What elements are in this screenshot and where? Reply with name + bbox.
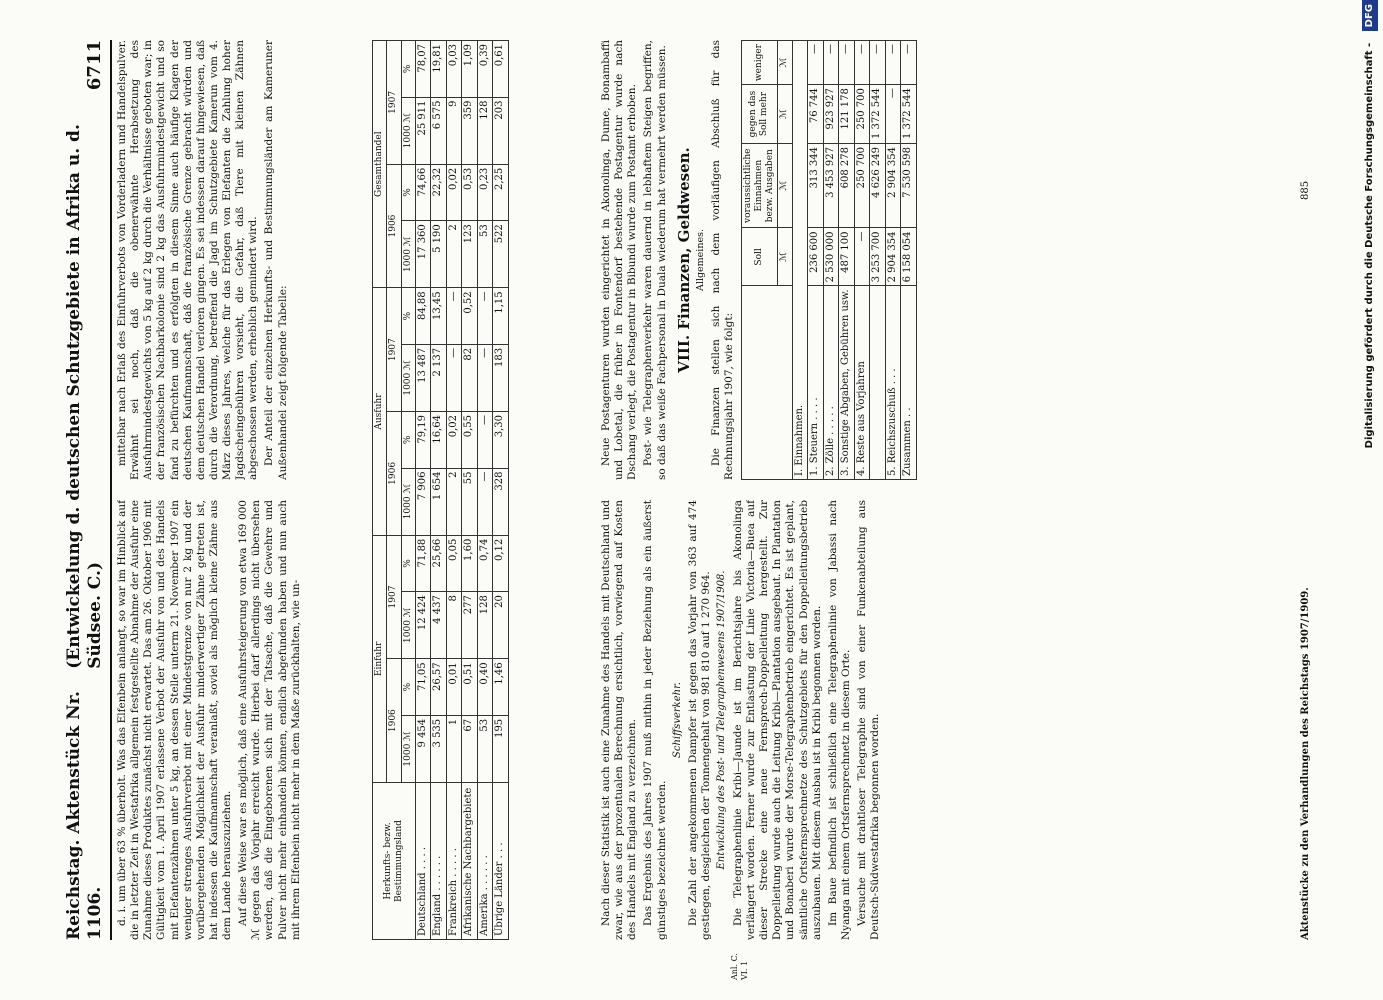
table-cell: 0,39 (477, 41, 493, 98)
table-cell: 3 253 700 (870, 228, 886, 286)
table-cell: 9 454 (415, 715, 431, 782)
table-cell: 1,60 (462, 535, 478, 591)
table-cell: — (870, 41, 886, 85)
table-cell: — (901, 41, 917, 85)
table-cell: 16,64 (431, 412, 447, 468)
finance-head-blank (741, 286, 792, 480)
table-cell: 71,88 (415, 535, 431, 591)
table-cell: 0,02 (446, 412, 462, 468)
table-cell: 2,25 (493, 164, 509, 220)
table-cell: 0,05 (446, 535, 462, 591)
table-cell: 0,52 (462, 288, 478, 344)
table-cell: 203 (493, 97, 509, 164)
paragraph: Im Baue befindlich ist schließlich eine Telegraphenlinie von Jabassi nach Nyanga mit einem Ortsfernsprechnetz in diesem Orte. (826, 500, 852, 940)
table-cell: — (885, 85, 901, 144)
pct-head: % (401, 535, 415, 591)
table-cell: 1,09 (462, 41, 478, 98)
table-cell: 55 (462, 468, 478, 535)
table-row (493, 41, 509, 940)
table-cell: 74,66 (415, 164, 431, 220)
finance-section-label: I. Einnahmen. (792, 41, 808, 480)
unit-head: 1000 ℳ (401, 97, 415, 164)
table-cell: — (477, 288, 493, 344)
paragraph: Versuche mit drahtloser Telegraphie sind von einer Funkenabteilung aus Deutsch-Südwestafrika begonnen worden. (856, 500, 882, 940)
table-cell: 522 (493, 221, 509, 288)
table-cell: 2 137 (431, 344, 447, 411)
paragraph: Die Finanzen stellen sich nach dem vorläufigen Abschluß für das Rechnungsjahr 1907, wie folgt: (710, 40, 736, 480)
table-cell: — (446, 288, 462, 344)
column-right-bottom (600, 40, 1300, 480)
table-cell: 0,01 (446, 659, 462, 715)
row-label: 5. Reichszuschuß . . . (885, 286, 901, 480)
row-label: Zusammen . . (901, 286, 917, 480)
margin-note: Anl. C. VI. 1 (730, 953, 749, 980)
table-cell: 236 600 (808, 228, 824, 286)
unit: ℳ (778, 85, 792, 144)
table-cell: 3 453 927 (823, 144, 839, 228)
header-page-number: 6711 (83, 40, 105, 91)
finance-col-soll: Soll (741, 228, 778, 286)
table-row (823, 41, 839, 480)
table-cell: 277 (462, 592, 478, 659)
column-right-top (116, 40, 366, 480)
table-cell: 123 (462, 221, 478, 288)
side-credit-strip (1359, 0, 1381, 1000)
table-cell: 6 575 (431, 97, 447, 164)
table-cell: 7 530 598 (901, 144, 917, 228)
table-cell: — (885, 41, 901, 85)
table-cell: 183 (493, 344, 509, 411)
row-label: Übrige Länder . . . (493, 783, 509, 940)
table-cell: 121 178 (839, 85, 855, 144)
row-label: Amerika . . . . . . (477, 783, 493, 940)
table-cell: — (477, 468, 493, 535)
unit: ℳ (778, 41, 792, 85)
group-head: Einfuhr (373, 535, 387, 782)
col-head-land: Herkunfts- bezw. Bestimmungsland (373, 783, 416, 940)
table-cell: 26,57 (431, 659, 447, 715)
table-cell: 6 158 054 (901, 228, 917, 286)
table-cell: 12 424 (415, 592, 431, 659)
paragraph: Das Ergebnis des Jahres 1907 muß mithin in jeder Beziehung als ein äußerst günstiges bezeichnet werden. (642, 500, 668, 940)
paragraph: d. i. um über 63 % überholt. Was das Elfenbein anlangt, so war im Hinblick auf die in letzter Zeit in Westafrika allgemein festgestellte Abnahme der Ausfuhr eine Zunahme dieses Produktes zunächst nicht erwartet. Das am 26. Oktober 1906 mit Gültigkeit vom 1. April 1907 erlassene Verbot der Ausfuhr von und des Handels mit Elefantenzähnen unter 5 kg, an dessen Stelle unterm 21. November 1907 ein weniger strenges Ausfuhrverbot mit einer Mindestgrenze von nur 2 kg und der vorübergehenden Möglichkeit der Ausfuhr minderwertiger Zähne getreten ist, hat indessen die Kaufmannschaft veranlaßt, soviel als möglich kleine Zähne aus dem Lande herauszuziehen. (116, 500, 233, 940)
column-left-top (116, 500, 366, 940)
table-cell: — (823, 41, 839, 85)
group-head: Gesamthandel (373, 41, 387, 288)
paragraph: Der Anteil der einzelnen Herkunfts- und Bestimmungsländer am Kameruner Außenhandel zeigt folgende Tabelle: (263, 40, 289, 480)
finance-col-weniger: weniger (741, 41, 778, 85)
table-row (477, 41, 493, 940)
side-credit-text: Digitalisierung gefördert durch die Deutsche Forschungsgemeinschaft - (1364, 42, 1375, 449)
row-label: Deutschland . . . . (415, 783, 431, 940)
table-cell: 7 906 (415, 468, 431, 535)
table-cell: 25 911 (415, 97, 431, 164)
table-cell: 3,30 (493, 412, 509, 468)
table-cell: 0,51 (462, 659, 478, 715)
unit-head: 1000 ℳ (401, 592, 415, 659)
table-cell: 0,40 (477, 659, 493, 715)
table-cell: 19,81 (431, 41, 447, 98)
unit-head: 1000 ℳ (401, 715, 415, 782)
pct-head: % (401, 659, 415, 715)
table-cell: — (477, 344, 493, 411)
pct-head: % (401, 41, 415, 98)
table-cell: 82 (462, 344, 478, 411)
heading-post: Entwicklung des Post- und Telegraphenwesens 1907/1908. (716, 570, 728, 870)
year-head: 1907 (387, 41, 401, 165)
page-footer: Aktenstücke zu den Verhandlungen des Reichstags 1907/1909. (1300, 587, 1311, 940)
table-cell: 8 (446, 592, 462, 659)
table-cell: 2 530 000 (823, 228, 839, 286)
table-cell: 2 904 354 (885, 144, 901, 228)
table-cell: 1 (446, 715, 462, 782)
table-cell: 0,61 (493, 41, 509, 98)
table-cell: 13 487 (415, 344, 431, 411)
table-cell: 4 437 (431, 592, 447, 659)
paragraph: Die Zahl der angekommenen Dampfer ist gegen das Vorjahr von 363 auf 474 gestiegen, desgleichen der Tonnengehalt von 981 810 auf 1 270 964. (687, 500, 713, 940)
finance-col-mehr: gegen das Soll mehr (741, 85, 778, 144)
row-label: 1. Steuern . . . . (808, 286, 824, 480)
table-cell: 9 (446, 97, 462, 164)
table-row (901, 41, 917, 480)
table-cell: — (446, 344, 462, 411)
row-label: 2. Zölle . . . . . (823, 286, 839, 480)
row-label: Afrikanische Nachbargebiete (462, 783, 478, 940)
table-row (446, 41, 462, 940)
table-cell: 4 626 249 (870, 144, 886, 228)
table-row (462, 41, 478, 940)
table-cell: 0,03 (446, 41, 462, 98)
table-cell: 328 (493, 468, 509, 535)
table-cell: 78,07 (415, 41, 431, 98)
row-label: Frankreich . . . . . (446, 783, 462, 940)
table-cell: 67 (462, 715, 478, 782)
table-row (431, 41, 447, 940)
table-cell: 1 372 544 (901, 85, 917, 144)
trade-table-wrapper (372, 40, 509, 940)
header-left: Reichstag. Aktenstück Nr. 1106. (63, 691, 105, 940)
table-cell: — (808, 41, 824, 85)
table-cell: 0,12 (493, 535, 509, 591)
table-cell: 128 (477, 592, 493, 659)
table-cell: 71,05 (415, 659, 431, 715)
heading-schiffsverkehr: Schiffsverkehr. (671, 682, 683, 758)
paragraph: Die Telegraphenlinie Kribi—Jaunde ist im Berichtsjahre bis Akonolinga verlängert worden. Ferner wurde zur Entlastung der Linie Victoria—Buea auf dieser Strecke eine neue Fernsprech-Doppelleitung hergestellt. Zur Doppelleitung wurde auch die Leitung Kribi—Plantation ausgebaut. In Plantation und Bonaberi wurde der Morse-Telegraphenbetrieb eingerichtet. Es ist geplant, sämtliche Ortsfernsprechnetze des Schutzgebiets für den Doppelleitungsbetrieb auszubauen. Mit diesem Ausbau ist in Kribi begonnen worden. (731, 500, 823, 940)
dfg-logo: DFG (1362, 0, 1378, 31)
table-cell: — (854, 41, 870, 85)
section-title-finanzen: VIII. Finanzen, Geldwesen. (674, 147, 693, 373)
table-cell: 0,74 (477, 535, 493, 591)
table-cell: 0,53 (462, 164, 478, 220)
table-cell: 0,55 (462, 412, 478, 468)
table-cell: 5 190 (431, 221, 447, 288)
table-cell: — (839, 41, 855, 85)
table-cell: 608 278 (839, 144, 855, 228)
table-cell: — (854, 228, 870, 286)
table-cell: 25,66 (431, 535, 447, 591)
table-row (870, 41, 886, 480)
table-cell: 2 (446, 221, 462, 288)
year-head: 1906 (387, 412, 401, 536)
table-row (885, 41, 901, 480)
unit: ℳ (778, 228, 792, 286)
table-cell: — (477, 412, 493, 468)
table-cell: 17 360 (415, 221, 431, 288)
table-cell: 250 700 (854, 85, 870, 144)
pct-head: % (401, 164, 415, 220)
row-label (870, 286, 886, 480)
table-cell: 1 372 544 (870, 85, 886, 144)
paragraph: Post- wie Telegraphenverkehr waren dauernd in lebhaftem Steigen begriffen, so daß das weiße Fachpersonal in Duala wiederum hat vermehrt werden müssen. (642, 40, 668, 480)
table-cell: 250 700 (854, 144, 870, 228)
header-center: (Entwickelung d. deutschen Schutzgebiete in Afrika u. d. Südsee. C.) (63, 124, 105, 669)
year-head: 1907 (387, 288, 401, 412)
unit: ℳ (778, 144, 792, 228)
table-cell: 20 (493, 592, 509, 659)
table-cell: 13,45 (431, 288, 447, 344)
year-head: 1906 (387, 164, 401, 288)
table-cell: 1,46 (493, 659, 509, 715)
table-cell: 128 (477, 97, 493, 164)
pct-head: % (401, 288, 415, 344)
group-head: Ausfuhr (373, 288, 387, 535)
paragraph: mittelbar nach Erlaß des Einfuhrverbots von Vorderladern und Handelspulver. Erwähnt sei noch, daß die obenerwähnte Herabsetzung des Ausfuhrmindestgewichts von 5 kg auf 2 kg durch die Verhältnisse geboten war; in der französischen Nachbarkolonie sind 2 kg das Ausfuhrmindestgewicht und so fand zu befürchten und es erfolgten in diesem Sinne auch häufige Klagen der deutschen Kaufmannschaft, daß die französische Grenze gebracht würden und dem deutschen Handel verloren gingen. Es sei indessen darauf hingewiesen, daß durch die Verordnung, betreffend die Jagd im Schutzgebiete Kamerun vom 4. März dieses Jahres, welche für das Erlegen von Elefanten die Zahlung hoher Jagdscheingebühren vorsieht, die Gefahr, daß Tiere mit kleinen Zähnen abgeschossen werden, erheblich gemindert wird. (116, 40, 260, 480)
table-cell: 313 344 (808, 144, 824, 228)
table-cell: 2 (446, 468, 462, 535)
paragraph: Nach dieser Statistik ist auch eine Zunahme des Handels mit Deutschland und zwar, wie aus der prozentualen Berechnung ersichtlich, vorwiegend auf Kosten des Handels mit England zu verzeichnen. (600, 500, 639, 940)
page-number: 885 (1300, 180, 1311, 200)
year-head: 1906 (387, 659, 401, 783)
table-cell: 923 927 (823, 85, 839, 144)
section-subtitle: Allgemeines. (695, 229, 707, 291)
finance-col-einnahmen: voraussichtliche Einnahmen bezw. Ausgaben (741, 144, 778, 228)
unit-head: 1000 ℳ (401, 221, 415, 288)
table-cell: 76 744 (808, 85, 824, 144)
row-label: England . . . . . . (431, 783, 447, 940)
pct-head: % (401, 412, 415, 468)
table-row (808, 41, 824, 480)
unit-head: 1000 ℳ (401, 344, 415, 411)
year-head: 1907 (387, 535, 401, 659)
unit-head: 1000 ℳ (401, 468, 415, 535)
paragraph: Neue Postagenturen wurden eingerichtet in Akonolinga, Dume, Bonambaffi und Lobetal, die früher in Fontendorf bestehende Postagentur wurde nach Dschang verlegt, die Postagentur in Bibundi wurde zum Postamt erhoben. (600, 40, 639, 480)
table-cell: 1,15 (493, 288, 509, 344)
table-cell: 487 100 (839, 228, 855, 286)
table-cell: 79,19 (415, 412, 431, 468)
table-cell: 84,88 (415, 288, 431, 344)
table-cell: 1 654 (431, 468, 447, 535)
paragraph: Auf diese Weise war es möglich, daß eine Ausfuhrsteigerung von etwa 169 000 ℳ gegen das Vorjahr erreicht wurde. Hierbei darf allerdings nicht übersehen werden, daß die Eingeborenen sich mit der Tatsache, daß die Gewehre und Pulver nicht mehr einhandeln können, endlich abgefunden haben und nun auch mit ihrem Elfenbein nicht mehr in dem Maße zurückhalten, wie un- (237, 500, 302, 940)
table-cell: 0,23 (477, 164, 493, 220)
table-cell: 53 (477, 221, 493, 288)
table-row (839, 41, 855, 480)
row-label: 3. Sonstige Abgaben, Gebühren usw. (839, 286, 855, 480)
page-header (60, 40, 112, 940)
table-cell: 359 (462, 97, 478, 164)
trade-table (372, 40, 509, 940)
table-row (415, 41, 431, 940)
table-cell: 0,02 (446, 164, 462, 220)
row-label: 4. Reste aus Vorjahren (854, 286, 870, 480)
column-left-bottom (600, 500, 1290, 940)
table-row (854, 41, 870, 480)
table-cell: 53 (477, 715, 493, 782)
finance-table (741, 40, 917, 480)
table-cell: 3 535 (431, 715, 447, 782)
table-cell: 22,32 (431, 164, 447, 220)
table-cell: 195 (493, 715, 509, 782)
table-cell: 2 904 354 (885, 228, 901, 286)
